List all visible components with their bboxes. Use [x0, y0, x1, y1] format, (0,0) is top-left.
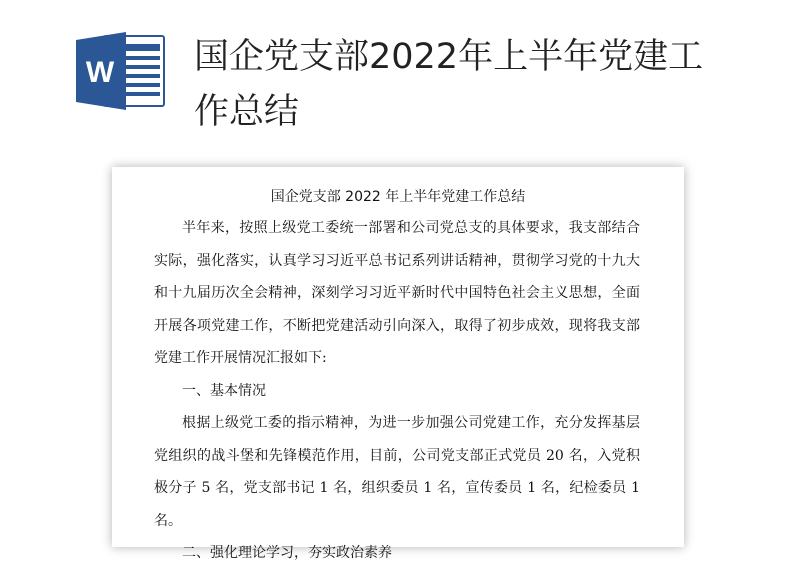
section-heading: 一、基本情况: [182, 382, 266, 399]
document-page: [112, 167, 684, 561]
word-document-icon: [74, 30, 166, 112]
section-heading: 二、强化理论学习，夯实政治素养: [182, 545, 392, 561]
page-title: 国企党支部2022年上半年党建工作总结: [194, 37, 704, 132]
document-paragraph: 根据上级党工委的指示精神，为进一步加强公司党建工作，充分发挥基层党组织的战斗堡和先锋模范作用，目前，公司党支部正式党员 20 名，入党积极分子 5 名，党支部书记 1 名，组织委员 1 名，宣传委员 1 名，纪检委员 1 名。: [154, 415, 640, 529]
document-title: 国企党支部 2022 年上半年党建工作总结: [270, 189, 526, 205]
word-logo-letter: W: [85, 56, 115, 89]
document-paragraph: 半年来，按照上级党工委统一部署和公司党总支的具体要求，我支部结合实际，强化落实，认真学习习近平总书记系列讲话精神，贯彻学习党的十九大和十九届历次全会精神，深刻学习习近平新时代中国特色社会主义思想，全面开展各项党建工作，不断把党建活动引向深入，取得了初步成效，现将我支部党建工作开展情况汇报如下:: [154, 220, 640, 366]
header: [0, 0, 800, 150]
